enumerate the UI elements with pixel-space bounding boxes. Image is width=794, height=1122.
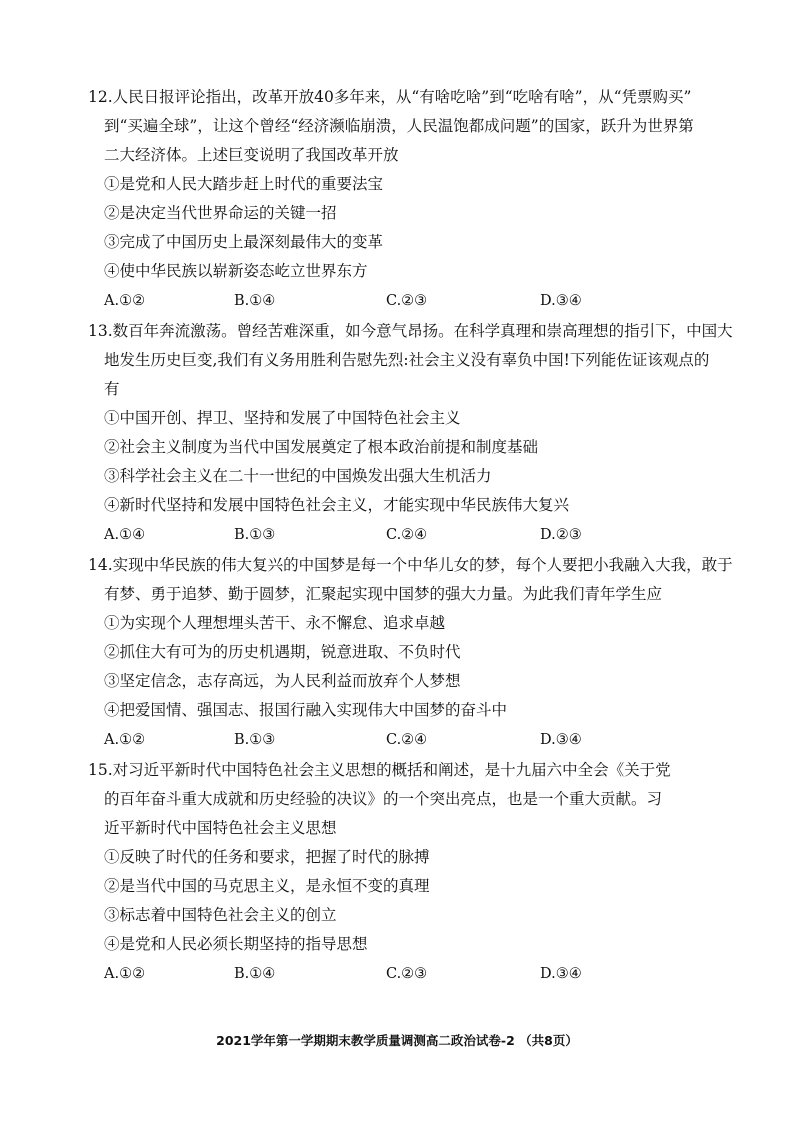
answer-choice-d: D.③④ bbox=[540, 293, 582, 309]
statement-option: ①为实现个人理想埋头苦干、永不懈怠、追求卓越 bbox=[104, 614, 446, 632]
answer-choice-a: A.①② bbox=[104, 732, 146, 748]
answer-choice-d: D.③④ bbox=[540, 732, 582, 748]
question-stem-line: 到“买遍全球”，让这个曾经“经济濒临崩溃，人民温饱都成问题”的国家，跃升为世界第 bbox=[104, 117, 694, 135]
statement-option: ①反映了时代的任务和要求，把握了时代的脉搏 bbox=[104, 848, 430, 866]
statement-option: ②是决定当代世界命运的关键一招 bbox=[104, 204, 337, 222]
statement-option: ②社会主义制度为当代中国发展奠定了根本政治前提和制度基础 bbox=[104, 438, 539, 456]
question-stem-line: 的百年奋斗重大成就和历史经验的决议》的一个突出亮点，也是一个重大贡献。习 bbox=[104, 790, 663, 808]
statement-option: ③坚定信念，志存高远，为人民利益而放弃个人梦想 bbox=[104, 672, 461, 690]
answer-choice-a: A.①② bbox=[104, 293, 146, 309]
answer-choice-a: A.①② bbox=[104, 966, 146, 982]
statement-option: ②是当代中国的马克思主义，是永恒不变的真理 bbox=[104, 877, 430, 895]
statement-option: ②抓住大有可为的历史机遇期，锐意进取、不负时代 bbox=[104, 643, 461, 661]
question-stem-line: 地发生历史巨变,我们有义务用胜利告慰先烈:社会主义没有辜负中国!下列能佐证该观点的 bbox=[104, 351, 710, 369]
question-stem-line: 近平新时代中国特色社会主义思想 bbox=[104, 819, 337, 837]
answer-choice-b: B.①③ bbox=[234, 527, 276, 543]
page-footer: 2021学年第一学期期末教学质量调测高二政治试卷-2 （共8页） bbox=[216, 1033, 578, 1048]
answer-choice-d: D.②③ bbox=[540, 527, 582, 543]
statement-option: ③完成了中国历史上最深刻最伟大的变革 bbox=[104, 233, 384, 251]
statement-option: ③科学社会主义在二十一世纪的中国焕发出强大生机活力 bbox=[104, 467, 492, 485]
statement-option: ①是党和人民大踏步赶上时代的重要法宝 bbox=[104, 175, 384, 193]
answer-choice-a: A.①④ bbox=[104, 527, 146, 543]
answer-choice-c: C.②③ bbox=[386, 293, 428, 309]
answer-choice-b: B.①④ bbox=[234, 966, 276, 982]
answer-choice-c: C.②③ bbox=[386, 966, 428, 982]
question-stem-line: 14.实现中华民族的伟大复兴的中国梦是每一个中华儿女的梦，每个人要把小我融入大我，敢于 bbox=[88, 556, 733, 574]
statement-option: ①中国开创、捍卫、坚持和发展了中国特色社会主义 bbox=[104, 409, 461, 427]
question-stem-line: 12.人民日报评论指出，改革开放40多年来，从“有啥吃啥”到“吃啥有啥”，从“凭票购买” bbox=[88, 88, 692, 106]
statement-option: ④使中华民族以崭新姿态屹立世界东方 bbox=[104, 262, 368, 280]
question-stem-line: 13.数百年奔流激荡。曾经苦难深重，如今意气昂扬。在科学真理和崇高理想的指引下，中国大 bbox=[88, 322, 733, 340]
question-stem-line: 二大经济体。上述巨变说明了我国改革开放 bbox=[104, 146, 399, 164]
question-stem-line: 有梦、勇于追梦、勤于圆梦，汇聚起实现中国梦的强大力量。为此我们青年学生应 bbox=[104, 585, 663, 603]
statement-option: ④新时代坚持和发展中国特色社会主义，才能实现中华民族伟大复兴 bbox=[104, 496, 570, 514]
answer-choice-c: C.②④ bbox=[386, 527, 428, 543]
statement-option: ④是党和人民必须长期坚持的指导思想 bbox=[104, 935, 368, 953]
question-stem-line: 15.对习近平新时代中国特色社会主义思想的概括和阐述，是十九届六中全会《关于党 bbox=[88, 761, 671, 779]
question-stem-line: 有 bbox=[104, 380, 120, 398]
answer-choice-b: B.①④ bbox=[234, 293, 276, 309]
answer-choice-c: C.②④ bbox=[386, 732, 428, 748]
statement-option: ③标志着中国特色社会主义的创立 bbox=[104, 906, 337, 924]
answer-choice-b: B.①③ bbox=[234, 732, 276, 748]
answer-choice-d: D.③④ bbox=[540, 966, 582, 982]
statement-option: ④把爱国情、强国志、报国行融入实现伟大中国梦的奋斗中 bbox=[104, 701, 508, 719]
